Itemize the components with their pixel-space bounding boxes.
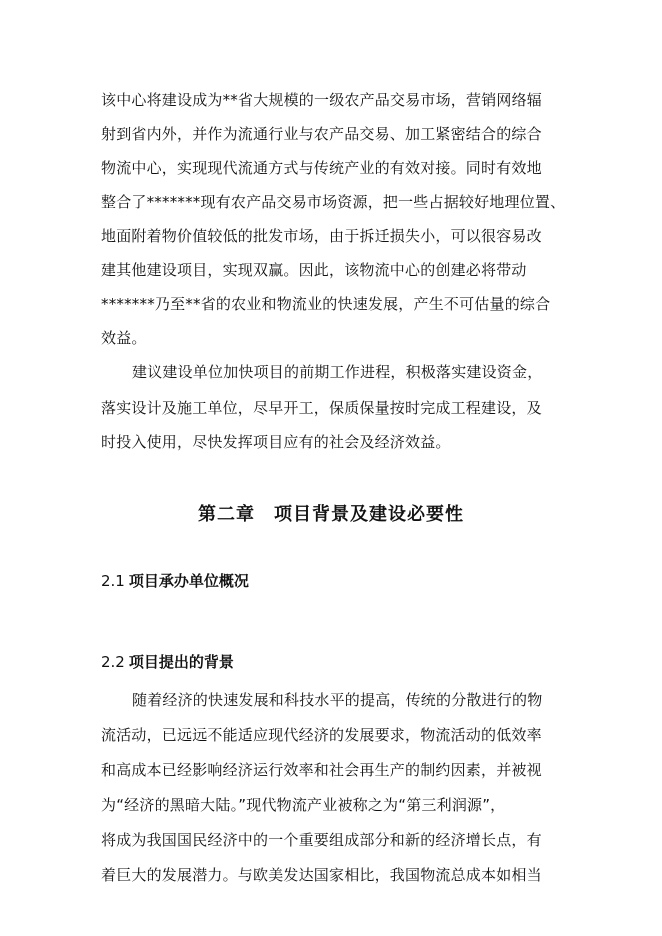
paragraph-line: 建其他建设项目，实现双赢。因此，该物流中心的创建必将带动 — [101, 261, 527, 279]
paragraph-line: 流活动，已远远不能适应现代经济的发展要求，物流活动的低效率 — [101, 726, 542, 744]
section-title: 项目承办单位概况 — [128, 572, 249, 590]
paragraph-line: 和高成本已经影响经济运行效率和社会再生产的制约因素，并被视 — [101, 761, 542, 779]
paragraph-line: 随着经济的快速发展和科技水平的提高，传统的分散进行的物 — [132, 691, 543, 709]
paragraph-line: 整合了*******现有农产品交易市场资源，把一些占据较好地理位置、 — [101, 193, 566, 211]
paragraph-line: 为“经济的黑暗大陆。”现代物流产业被称之为“第三利润源”， — [101, 796, 506, 814]
section-heading-2-1 — [101, 571, 249, 591]
section-number: 2.1 — [101, 572, 125, 590]
paragraph-line: 将成为我国国民经济中的一个重要组成部分和新的经济增长点，有 — [101, 831, 542, 849]
paragraph-line: 地面附着物价值较低的批发市场，由于拆迁损失小，可以很容易改 — [101, 227, 542, 245]
paragraph-line: 射到省内外，并作为流通行业与农产品交易、加工紧密结合的综合 — [101, 125, 542, 143]
paragraph-line: *******乃至**省的农业和物流业的快速发展，产生不可估量的综合 — [101, 295, 551, 313]
paragraph-line: 物流中心，实现现代流通方式与传统产业的有效对接。同时有效地 — [101, 159, 542, 177]
section-title: 项目提出的背景 — [128, 653, 234, 671]
paragraph-line: 该中心将建设成为**省大规模的一级农产品交易市场，营销网络辐 — [101, 91, 543, 109]
chapter-title: 第二章 项目背景及建设必要性 — [198, 504, 464, 525]
section-heading-2-2 — [101, 652, 234, 672]
paragraph-line: 时投入使用，尽快发挥项目应有的社会及经济效益。 — [101, 433, 451, 451]
paragraph-line: 建议建设单位加快项目的前期工作进程，积极落实建设资金， — [132, 363, 543, 381]
paragraph-line: 着巨大的发展潜力。与欧美发达国家相比，我国物流总成本如相当 — [101, 866, 542, 884]
paragraph-line: 效益。 — [101, 329, 147, 347]
paragraph-line: 落实设计及施工单位，尽早开工，保质保量按时完成工程建设，及 — [101, 399, 542, 417]
section-number: 2.2 — [101, 653, 125, 671]
